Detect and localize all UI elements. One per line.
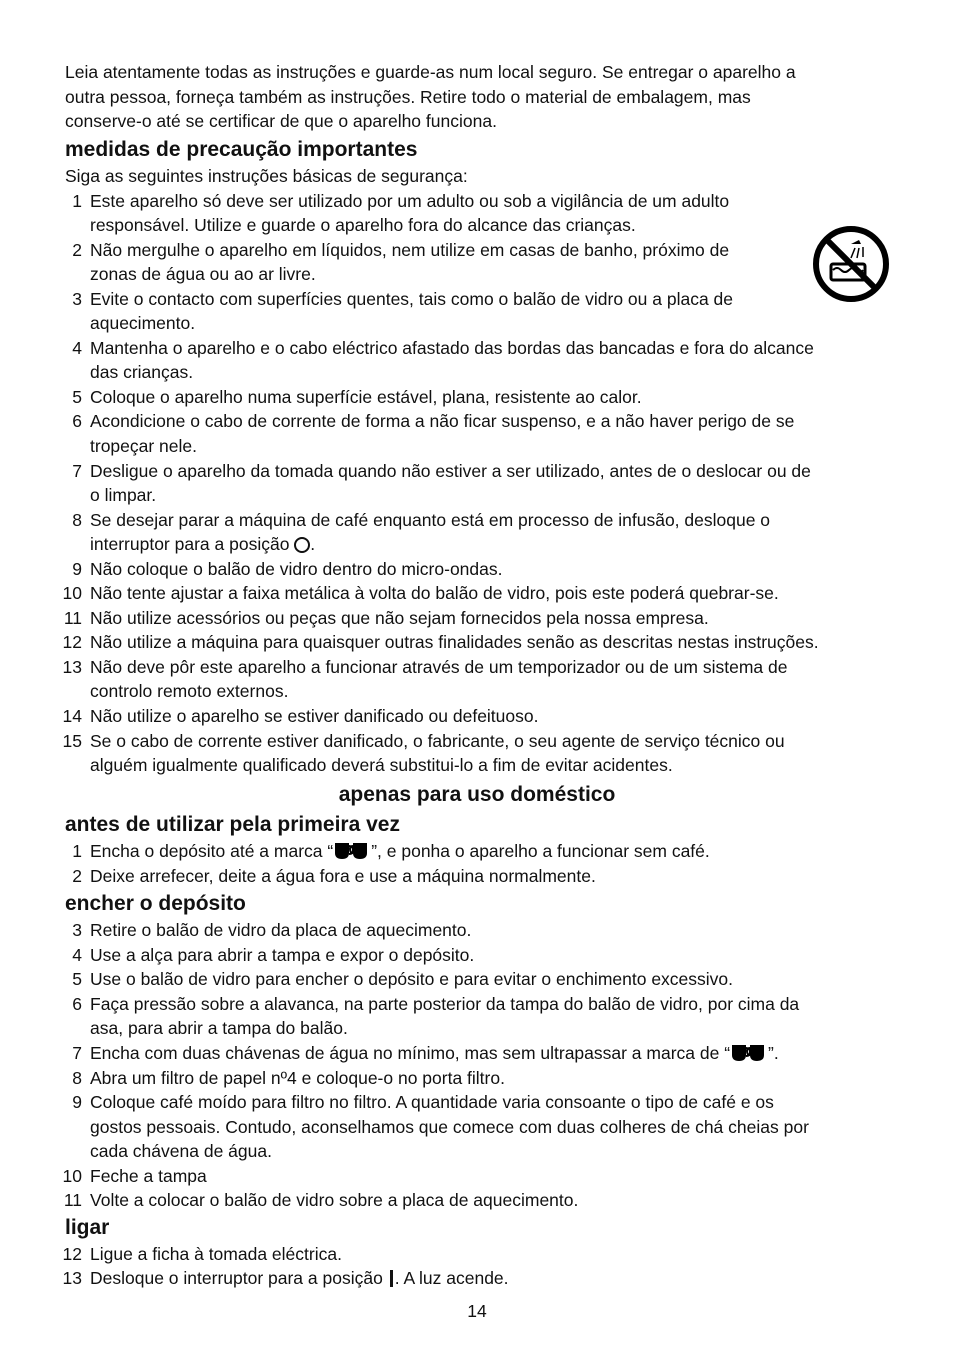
item-text-line: alguém igualmente qualificado deverá substitui-lo a fim de evitar acidentes. (90, 755, 673, 776)
item-text-line: Coloque café moído para filtro no filtro. A quantidade varia consoante o tipo de café e os (90, 1092, 774, 1112)
item-text-line: Não tente ajustar a faixa metálica à volta do balão de vidro, pois este poderá quebrar-se. (90, 583, 779, 604)
item-text-line: responsável. Utilize e guarde o aparelho fora do alcance das crianças. (90, 215, 636, 236)
item-text: Encha com duas chávenas de água no mínimo, mas sem ultrapassar a marca de “ ”. (90, 1043, 779, 1063)
first-use-heading: antes de utilizar pela primeira vez (65, 813, 400, 836)
fill-heading: encher o depósito (65, 892, 246, 915)
switch-on-heading: ligar (65, 1216, 110, 1239)
item-text-line: das crianças. (90, 362, 194, 383)
item-number: 9 (72, 1092, 82, 1112)
item-text-line: Não mergulhe o aparelho em líquidos, nem utilize em casas de banho, próximo de (90, 239, 730, 260)
item-text-line: cada chávena de água. (90, 1141, 272, 1161)
precautions-lead: Siga as seguintes instruções básicas de segurança: (65, 166, 468, 186)
item-number: 6 (72, 993, 82, 1014)
item-number: 5 (72, 386, 82, 407)
item-text-line: zonas de água ou ao ar livre. (90, 264, 316, 285)
item-number: 15 (62, 730, 82, 751)
no-bathroom-icon (811, 224, 891, 304)
item-number: 3 (72, 920, 82, 940)
item-number: 3 (72, 288, 82, 309)
item-text-line: Não utilize acessórios ou peças que não sejam fornecidos pela nossa empresa. (90, 607, 709, 628)
item-number: 7 (72, 460, 82, 481)
item-number: 12 (62, 1244, 82, 1264)
item-text-line: Coloque o aparelho numa superfície estável, plana, resistente ao calor. (90, 386, 642, 407)
item-text-line: controlo remoto externos. (90, 681, 289, 702)
item-number: 6 (72, 411, 82, 432)
item-number: 8 (72, 1067, 82, 1088)
item-text-line: Se desejar parar a máquina de café enquanto está em processo de infusão, desloque o (90, 509, 771, 530)
off-circle-icon (294, 537, 310, 553)
item-text-line: Evite o contacto com superfícies quentes, tais como o balão de vidro ou a placa de (90, 288, 734, 309)
item-text-line: Não utilize o aparelho se estiver danificado ou defeituoso. (90, 706, 539, 727)
item-text-line: Não deve pôr este aparelho a funcionar através de um temporizador ou de um sistema de (90, 656, 788, 677)
item-number: 4 (72, 337, 82, 358)
item-text-line: Não utilize a máquina para quaisquer outras finalidades senão as descritas nestas instruções. (90, 632, 819, 653)
item-text-line: Use o balão de vidro para encher o depósito e para evitar o enchimento excessivo. (90, 969, 734, 989)
item-number: 11 (63, 1190, 82, 1210)
item-number: 4 (72, 944, 82, 965)
item-text-line: Desligue o aparelho da tomada quando não estiver a ser utilizado, antes de o deslocar ou de (90, 460, 811, 481)
page-number: 14 (467, 1301, 487, 1321)
item-number: 10 (62, 1165, 82, 1186)
item-number: 13 (62, 1268, 82, 1288)
item-number: 2 (72, 239, 82, 260)
item-number: 11 (63, 607, 82, 628)
item-text-line: Este aparelho só deve ser utilizado por um adulto ou sob a vigilância de um adulto (90, 190, 730, 211)
item-number: 12 (62, 632, 82, 653)
item-text-line: Feche a tampa (90, 1165, 207, 1186)
item-text: Deixe arrefecer, deite a água fora e use a máquina normalmente. (90, 866, 596, 886)
item-text: Encha o depósito até a marca “ ”, e ponha o aparelho a funcionar sem café. (90, 841, 710, 861)
item-text-line: aquecimento. (90, 313, 196, 334)
item-number: 14 (62, 706, 82, 727)
item-number: 7 (72, 1043, 82, 1063)
item-text-line: Faça pressão sobre a alavanca, na parte posterior da tampa do balão de vidro, por cima da (90, 993, 800, 1014)
item-text-line: o limpar. (90, 485, 157, 506)
two-cups-icon (730, 1044, 768, 1062)
item-text-line: Se o cabo de corrente estiver danificado, o fabricante, o seu agente de serviço técnico ou (90, 730, 785, 751)
item-text-line: gostos pessoais. Contudo, aconselhamos que comece com duas colheres de chá cheias por (90, 1116, 809, 1137)
item-text-line: tropeçar nele. (90, 435, 198, 456)
item-number: 10 (62, 583, 82, 604)
item-text-line: Acondicione o cabo de corrente de forma a não ficar suspenso, e a não haver perigo de se (90, 411, 795, 432)
intro-line-3: conserve-o até se certificar de que o aparelho funciona. (65, 111, 497, 131)
on-bar-icon (390, 1270, 393, 1287)
item-text-line: Não coloque o balão de vidro dentro do micro-ondas. (90, 558, 503, 579)
item-number: 5 (72, 969, 82, 989)
precautions-heading: medidas de precaução importantes (65, 138, 418, 161)
item-text-line: Retire o balão de vidro da placa de aquecimento. (90, 920, 472, 940)
domestic-use-heading: apenas para uso doméstico (338, 783, 616, 806)
item-number: 13 (62, 656, 82, 677)
item-number: 8 (72, 509, 82, 530)
item-number: 9 (72, 558, 82, 579)
item-text-line: asa, para abrir a tampa do balão. (90, 1018, 348, 1038)
item-number: 1 (72, 841, 82, 861)
item-text-line: Mantenha o aparelho e o cabo eléctrico afastado das bordas das bancadas e fora do alcance (90, 337, 814, 358)
item-text: Ligue a ficha à tomada eléctrica. (90, 1244, 342, 1264)
item-text: Desloque o interruptor para a posição . A luz acende. (90, 1268, 509, 1288)
item-number: 1 (72, 190, 82, 211)
item-text-line: Abra um filtro de papel nº4 e coloque-o no porta filtro. (90, 1067, 505, 1088)
intro-line-1: Leia atentamente todas as instruções e guarde-as num local seguro. Se entregar o aparelho a (65, 62, 796, 82)
item-text-line: Volte a colocar o balão de vidro sobre a placa de aquecimento. (90, 1190, 579, 1210)
item-text-line: Use a alça para abrir a tampa e expor o depósito. (90, 944, 475, 965)
item-text-line: interruptor para a posição . (90, 534, 316, 555)
two-cups-icon (333, 842, 371, 860)
intro-line-2: outra pessoa, forneça também as instruções. Retire todo o material de embalagem, mas (65, 87, 751, 107)
item-number: 2 (72, 866, 82, 886)
